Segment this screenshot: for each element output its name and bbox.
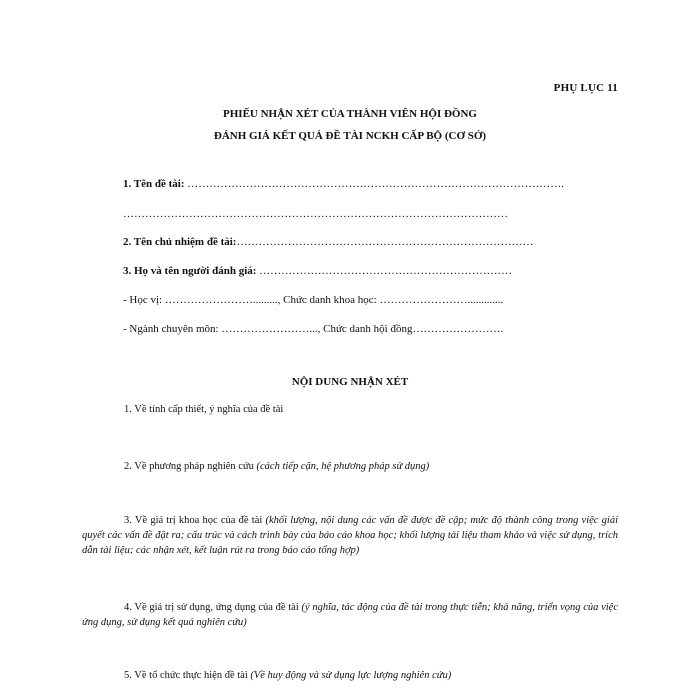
appendix-label: PHỤ LỤC 11	[553, 82, 618, 94]
item-methodology-note: (cách tiếp cận, hệ phương pháp sử dụng)	[256, 461, 430, 472]
form-title-line1: PHIẾU NHẬN XÉT CỦA THÀNH VIÊN HỘI ĐỒNG	[223, 108, 477, 120]
item-urgency: 1. Về tính cấp thiết, ý nghĩa của đề tài	[124, 404, 284, 415]
topic-label: 1. Tên đề tài:	[123, 178, 185, 190]
item-organization-text: 5. Về tổ chức thực hiện đề tài	[124, 670, 251, 681]
reviewer-label: 3. Họ và tên người đánh giá:	[123, 265, 257, 277]
leader-dots: ………………………………………………………………………	[236, 236, 534, 248]
section-title: NỘI DUNG NHẬN XÉT	[291, 376, 409, 388]
leader-label: 2. Tên chủ nhiệm đề tài:	[123, 236, 237, 248]
item-organization	[82, 668, 618, 683]
topic-dots: ………………………………………………………………………………………….	[184, 178, 565, 190]
item-organization-note: (Về huy động và sử dụng lực lượng nghiên cứu)	[250, 670, 452, 681]
specialty-field: - Ngành chuyên môn: ……………………..., Chức danh hội đồng…………………….	[123, 323, 504, 335]
item-methodology-text: 2. Về phương pháp nghiên cứu	[124, 461, 257, 472]
item-scientific-value-note: (khối lượng, nội dung các vấn đề được đề cập; mức độ thành công trong việc giải quyết các vấn đề đặt ra; cấu trúc và cách trình bày của báo cáo khoa học; khối lượng tài liệu tham khảo và việc sử dụng, trích dẫn tài liệu; các nhận xét, kết luận rút ra trong báo cáo tổng hợp)	[82, 515, 618, 556]
reviewer-field	[123, 265, 512, 277]
item-scientific-value-text: 3. Về giá trị khoa học của đề tài	[124, 515, 266, 526]
topic-field	[123, 178, 564, 190]
item-applicability	[82, 600, 618, 630]
leader-field	[123, 236, 533, 248]
form-title-line2: ĐÁNH GIÁ KẾT QUẢ ĐỀ TÀI NCKH CẤP BỘ (CƠ SỞ)	[213, 130, 487, 142]
degree-field: - Học vị: ……………………........., Chức danh khoa học: …………………….............	[123, 294, 504, 306]
topic-field-continuation: ……………………………………………………………………………………………	[123, 208, 508, 220]
item-applicability-note: (ý nghĩa, tác động của đề tài trong thực tiễn; khả năng, triển vọng của việc ứng dụng, sử dụng kết quả nghiên cứu)	[82, 602, 618, 628]
item-applicability-text: 4. Về giá trị sử dụng, ứng dụng của đề tài	[124, 602, 302, 613]
reviewer-dots: ……………………………………………………………	[256, 265, 513, 277]
item-scientific-value	[82, 513, 618, 558]
item-methodology	[82, 459, 618, 474]
